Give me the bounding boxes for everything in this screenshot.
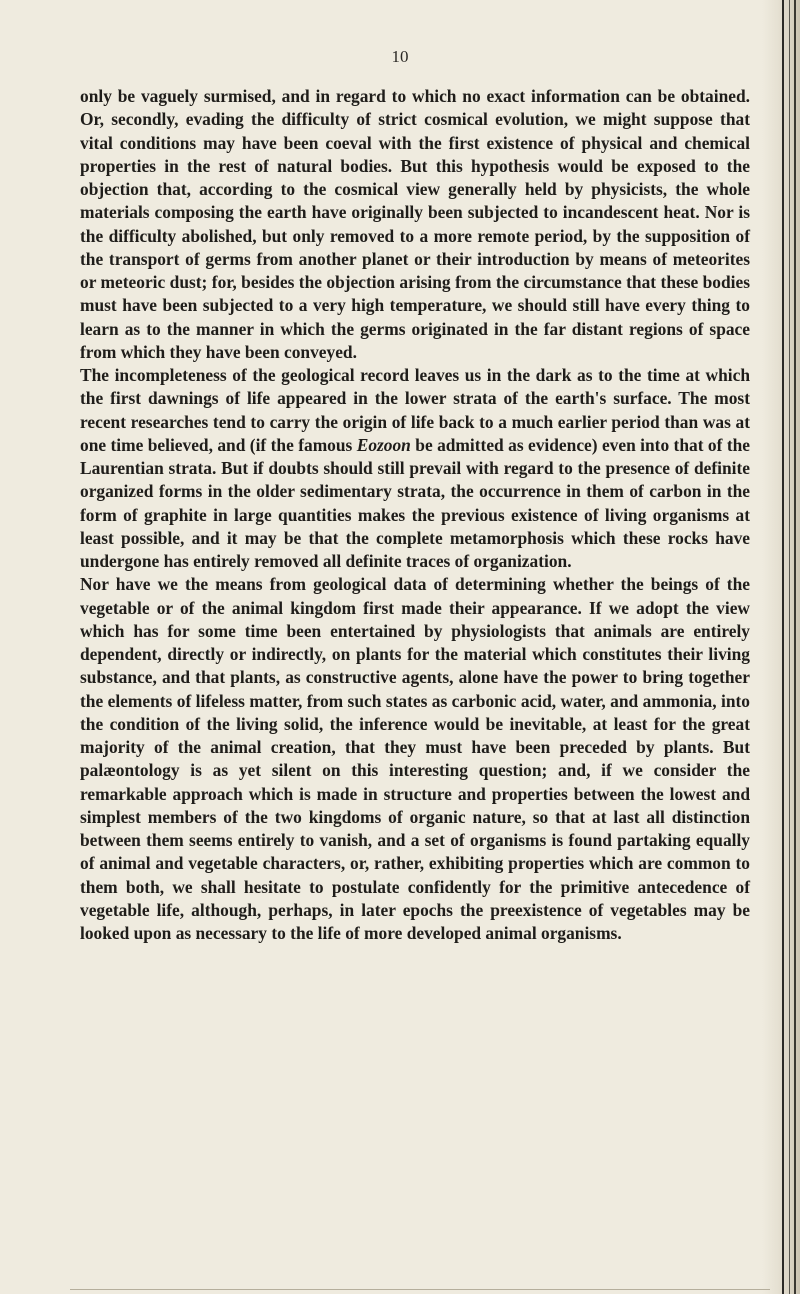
paragraph-2-text-start: The incompleteness of the geological record leaves us in the dark as to the time at which the first dawnings of life appeared in the lower strata of the earth's surface. The most recent researches tend to carry the origin of life back to a much earlier period than was at one time believed, and (if the famous <box>80 365 750 455</box>
paragraph-3-text: Nor have we the means from geological data of determining whether the beings of the vegetable or of the animal kingdom first made their appearance. If we adopt the view which has for some time been entertained by physiologists that animals are entirely dependent, directly or indirectly, on plants for the material which constitutes their living substance, and that plants, as constructive agents, alone have the power to bring together the elements of lifeless matter, from such states as carbonic acid, water, and ammonia, into the condition of the living solid, the inference would be inevitable, at least for the great majority of the animal creation, that they must have been preceded by plants. But palæontology is as yet silent on this interesting question; and, if we consider the remarkable approach which is made in structure and properties between the lowest and simplest members of the two kingdoms of organic nature, so that at last all distinction between them seems entirely to vanish, and a set of organisms is found partaking equally of animal and vegetable characters, or, rather, exhibiting properties which are common to them both, we shall hesitate to postulate confidently for the primitive antecedence of vegetable life, although, perhaps, in later epochs the preexistence of vegetables may be looked upon as necessary to the life of more developed animal organisms. <box>80 574 750 943</box>
paragraph-1 <box>80 85 750 364</box>
paragraph-2-italic-term: Eozoon <box>356 434 411 455</box>
gutter-line <box>789 0 790 1294</box>
paragraph-2 <box>80 364 750 573</box>
paragraph-2-text-end: be admitted as evidence) even into that of the Laurentian strata. But if doubts should still prevail with regard to the presence of definite organized forms in the older sedimentary strata, the occurrence in them of carbon in the form of graphite in large quantities makes the previous existence of living organisms at least possible, and it may be that the complete metamorphosis which these rocks have undergone has entirely removed all definite traces of organization. <box>80 434 750 571</box>
gutter-line <box>794 0 796 1294</box>
paragraph-3 <box>80 573 750 945</box>
gutter-line <box>782 0 784 1294</box>
page-number: 10 <box>391 47 409 66</box>
page-gutter <box>762 0 800 1294</box>
body-text <box>80 85 750 945</box>
bottom-rule <box>70 1289 770 1290</box>
paragraph-1-text: only be vaguely surmised, and in regard to which no exact information can be obtained. Or, secondly, evading the difficulty of strict cosmical evolution, we might suppose that vital conditions may have been coeval with the first existence of physical and chemical properties in the rest of natural bodies. But this hypothesis would be exposed to the objection that, according to the cosmical view generally held by physicists, the whole materials composing the earth have originally been subjected to incandescent heat. Nor is the difficulty abolished, but only removed to a more remote period, by the supposition of the transport of germs from another planet or their introduction by means of meteorites or meteoric dust; for, besides the objection arising from the circumstance that these bodies must have been subjected to a very high temperature, we should still have every thing to learn as to the manner in which the germs originated in the far distant regions of space from which they have been conveyed. <box>80 86 750 362</box>
